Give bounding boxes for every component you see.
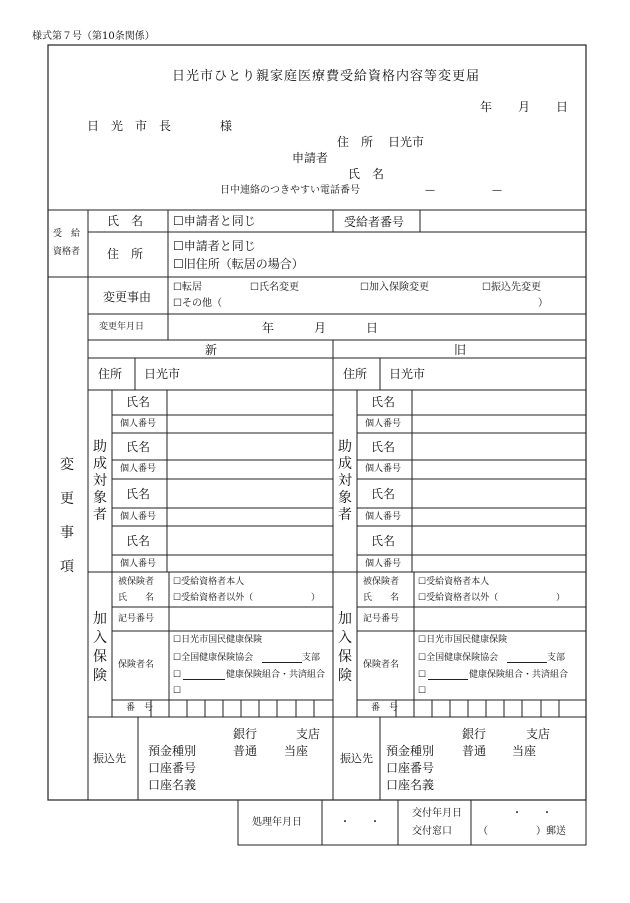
old-insurer-nikko-checkbox[interactable]: ☐日光市国民健康保険: [418, 635, 508, 645]
recipient-number-label: 受給者番号: [344, 215, 405, 229]
old-account-number-label: 口座番号: [386, 761, 435, 775]
old-subject-section-label: 助 成 対 象 者: [338, 439, 352, 523]
applicant-address-value: 日光市: [388, 135, 425, 149]
new-insurer-nikko-checkbox[interactable]: ☐日光市国民健康保険: [173, 635, 263, 645]
reason-insurance-change-checkbox[interactable]: ☐加入保険変更: [360, 282, 429, 293]
new-insurance-section-label: 加 入 保 険: [93, 611, 107, 684]
new-subject-2-name-label: 氏名: [126, 440, 151, 454]
new-insurer-union-label: 健康保険組合・共済組合: [226, 670, 326, 680]
old-account-ordinary[interactable]: 普通: [462, 744, 487, 758]
new-account-number-label: 口座番号: [148, 761, 197, 775]
old-account-holder-label: 口座名義: [386, 778, 435, 792]
recipient-address-old-checkbox[interactable]: ☐旧住所（転居の場合）: [173, 257, 304, 271]
new-column-header: 新: [205, 343, 218, 357]
old-subject-4-name-label: 氏名: [371, 534, 396, 548]
form-title: 日光市ひとり親家庭医療費受給資格内容等変更届: [172, 69, 481, 84]
new-subject-1-mynumber-label: 個人番号: [120, 419, 157, 429]
new-branch-label: 支店: [296, 727, 321, 741]
old-address-label: 住所: [343, 367, 368, 381]
date-day-label: 日: [556, 100, 569, 114]
date-month-label: 月: [518, 100, 531, 114]
new-insurer-union-checkbox[interactable]: ☐: [173, 670, 182, 680]
new-subject-4-name-label: 氏名: [126, 534, 151, 548]
phone-dash-1: —: [425, 185, 435, 196]
new-insured-other-close: ）: [311, 593, 321, 603]
issue-window-open: （: [478, 826, 488, 837]
old-bank-label: 銀行: [462, 727, 487, 741]
new-symbol-number-label: 記号番号: [118, 614, 155, 624]
old-insurer-kyokai-blank[interactable]: [507, 662, 547, 663]
new-insurer-kyokai-blank[interactable]: [262, 662, 302, 663]
issue-date-label: 交付年月日: [412, 808, 462, 819]
new-address-label: 住所: [98, 367, 123, 381]
old-subject-3-name-label: 氏名: [371, 487, 396, 501]
change-date-month: 月: [314, 321, 327, 335]
applicant-label: 申請者: [292, 151, 329, 165]
old-subject-4-mynumber-label: 個人番号: [365, 559, 402, 569]
old-insurance-number-label: 番 号: [371, 703, 399, 713]
sama-honorific: 様: [220, 119, 233, 133]
change-date-day: 日: [366, 321, 379, 335]
new-address-value: 日光市: [144, 367, 181, 381]
applicant-phone-label: 日中連絡のつきやすい電話番号: [220, 185, 360, 196]
new-bank-label: 銀行: [233, 727, 258, 741]
new-insurance-number-label: 番 号: [126, 703, 154, 713]
process-date-label: 処理年月日: [252, 817, 302, 828]
new-insured-label-1: 被保険者: [118, 577, 155, 587]
recipient-address-label: 住 所: [107, 247, 144, 261]
reason-other-close: ）: [538, 298, 548, 309]
recipient-section-label-2: 資格者: [53, 247, 81, 257]
new-subject-4-mynumber-label: 個人番号: [120, 559, 157, 569]
new-insurer-kyokai-checkbox[interactable]: ☐全国健康保険協会: [173, 653, 254, 663]
old-insured-label-1: 被保険者: [363, 577, 400, 587]
old-insurer-kyokai-checkbox[interactable]: ☐全国健康保険協会: [418, 653, 499, 663]
old-column-header: 旧: [454, 343, 467, 357]
new-account-current[interactable]: 当座: [284, 744, 309, 758]
old-account-current[interactable]: 当座: [512, 744, 537, 758]
old-insurer-other-checkbox[interactable]: ☐: [418, 686, 427, 696]
old-subject-2-name-label: 氏名: [371, 440, 396, 454]
change-date-label: 変更年月日: [99, 322, 145, 332]
process-date-dots: ・ ・: [340, 817, 380, 828]
phone-dash-2: —: [492, 185, 502, 196]
old-insurer-union-blank[interactable]: [428, 679, 468, 680]
new-insured-other-checkbox[interactable]: ☐受給資格者以外（: [173, 593, 254, 603]
reason-move-checkbox[interactable]: ☐転居: [173, 282, 202, 293]
old-address-value: 日光市: [389, 367, 426, 381]
old-insurer-union-checkbox[interactable]: ☐: [418, 670, 427, 680]
new-insurer-kyokai-branch: 支部: [302, 653, 321, 663]
old-symbol-number-label: 記号番号: [363, 614, 400, 624]
issue-window-close: ）郵送: [536, 826, 566, 837]
recipient-section-label-1: 受 給: [53, 229, 81, 239]
old-branch-label: 支店: [526, 727, 551, 741]
applicant-address-label: 住 所: [337, 135, 374, 149]
new-account-ordinary[interactable]: 普通: [233, 744, 258, 758]
recipient-number-field[interactable]: [420, 210, 586, 232]
new-subject-3-name-label: 氏名: [126, 487, 151, 501]
old-subject-2-mynumber-label: 個人番号: [365, 464, 402, 474]
reason-name-change-checkbox[interactable]: ☐氏名変更: [250, 282, 299, 293]
new-insurer-name-label: 保険者名: [118, 660, 155, 670]
old-insurer-name-label: 保険者名: [363, 660, 400, 670]
new-subject-3-mynumber-label: 個人番号: [120, 512, 157, 522]
old-insured-label-2: 氏 名: [363, 593, 400, 603]
form-number: 様式第７号（第10条関係）: [32, 31, 155, 42]
recipient-name-label: 氏 名: [107, 214, 144, 228]
issue-date-dots: ・ ・: [512, 808, 552, 819]
new-subject-section-label: 助 成 対 象 者: [93, 439, 107, 523]
new-transfer-label: 振込先: [93, 752, 126, 765]
new-subject-2-mynumber-label: 個人番号: [120, 464, 157, 474]
issue-window-label: 交付窓口: [412, 826, 452, 837]
date-year-label: 年: [480, 100, 493, 114]
old-insured-self-checkbox[interactable]: ☐受給資格者本人: [418, 577, 490, 587]
recipient-same-as-applicant-checkbox[interactable]: ☐申請者と同じ: [173, 214, 256, 228]
change-reason-label: 変更事由: [103, 290, 152, 304]
new-insured-self-checkbox[interactable]: ☐受給資格者本人: [173, 577, 245, 587]
old-subject-3-mynumber-label: 個人番号: [365, 512, 402, 522]
new-account-holder-label: 口座名義: [148, 778, 197, 792]
old-insurer-kyokai-branch: 支部: [547, 653, 566, 663]
old-transfer-label: 振込先: [340, 752, 373, 765]
mayor-addressee: 日 光 市 長: [87, 119, 172, 133]
old-insurer-union-label: 健康保険組合・共済組合: [469, 670, 569, 680]
old-subject-1-mynumber-label: 個人番号: [365, 419, 402, 429]
reason-other-checkbox[interactable]: ☐その他（: [173, 298, 222, 309]
new-insurer-other-checkbox[interactable]: ☐: [173, 686, 182, 696]
new-insured-label-2: 氏 名: [118, 593, 155, 603]
recipient-address-same-checkbox[interactable]: ☐申請者と同じ: [173, 239, 256, 253]
reason-transfer-change-checkbox[interactable]: ☐振込先変更: [482, 282, 541, 293]
old-account-type-label: 預金種別: [386, 744, 435, 758]
new-insurer-union-blank[interactable]: [183, 679, 225, 680]
old-insured-other-close: ）: [556, 593, 566, 603]
change-date-year: 年: [262, 321, 275, 335]
old-subject-1-name-label: 氏名: [371, 395, 396, 409]
applicant-name-label: 氏 名: [348, 167, 385, 181]
new-account-type-label: 預金種別: [148, 744, 197, 758]
change-items-section-label: 変 更 事 項: [60, 457, 74, 575]
new-subject-1-name-label: 氏名: [126, 395, 151, 409]
old-insurance-section-label: 加 入 保 険: [338, 611, 352, 684]
old-insured-other-checkbox[interactable]: ☐受給資格者以外（: [418, 593, 499, 603]
